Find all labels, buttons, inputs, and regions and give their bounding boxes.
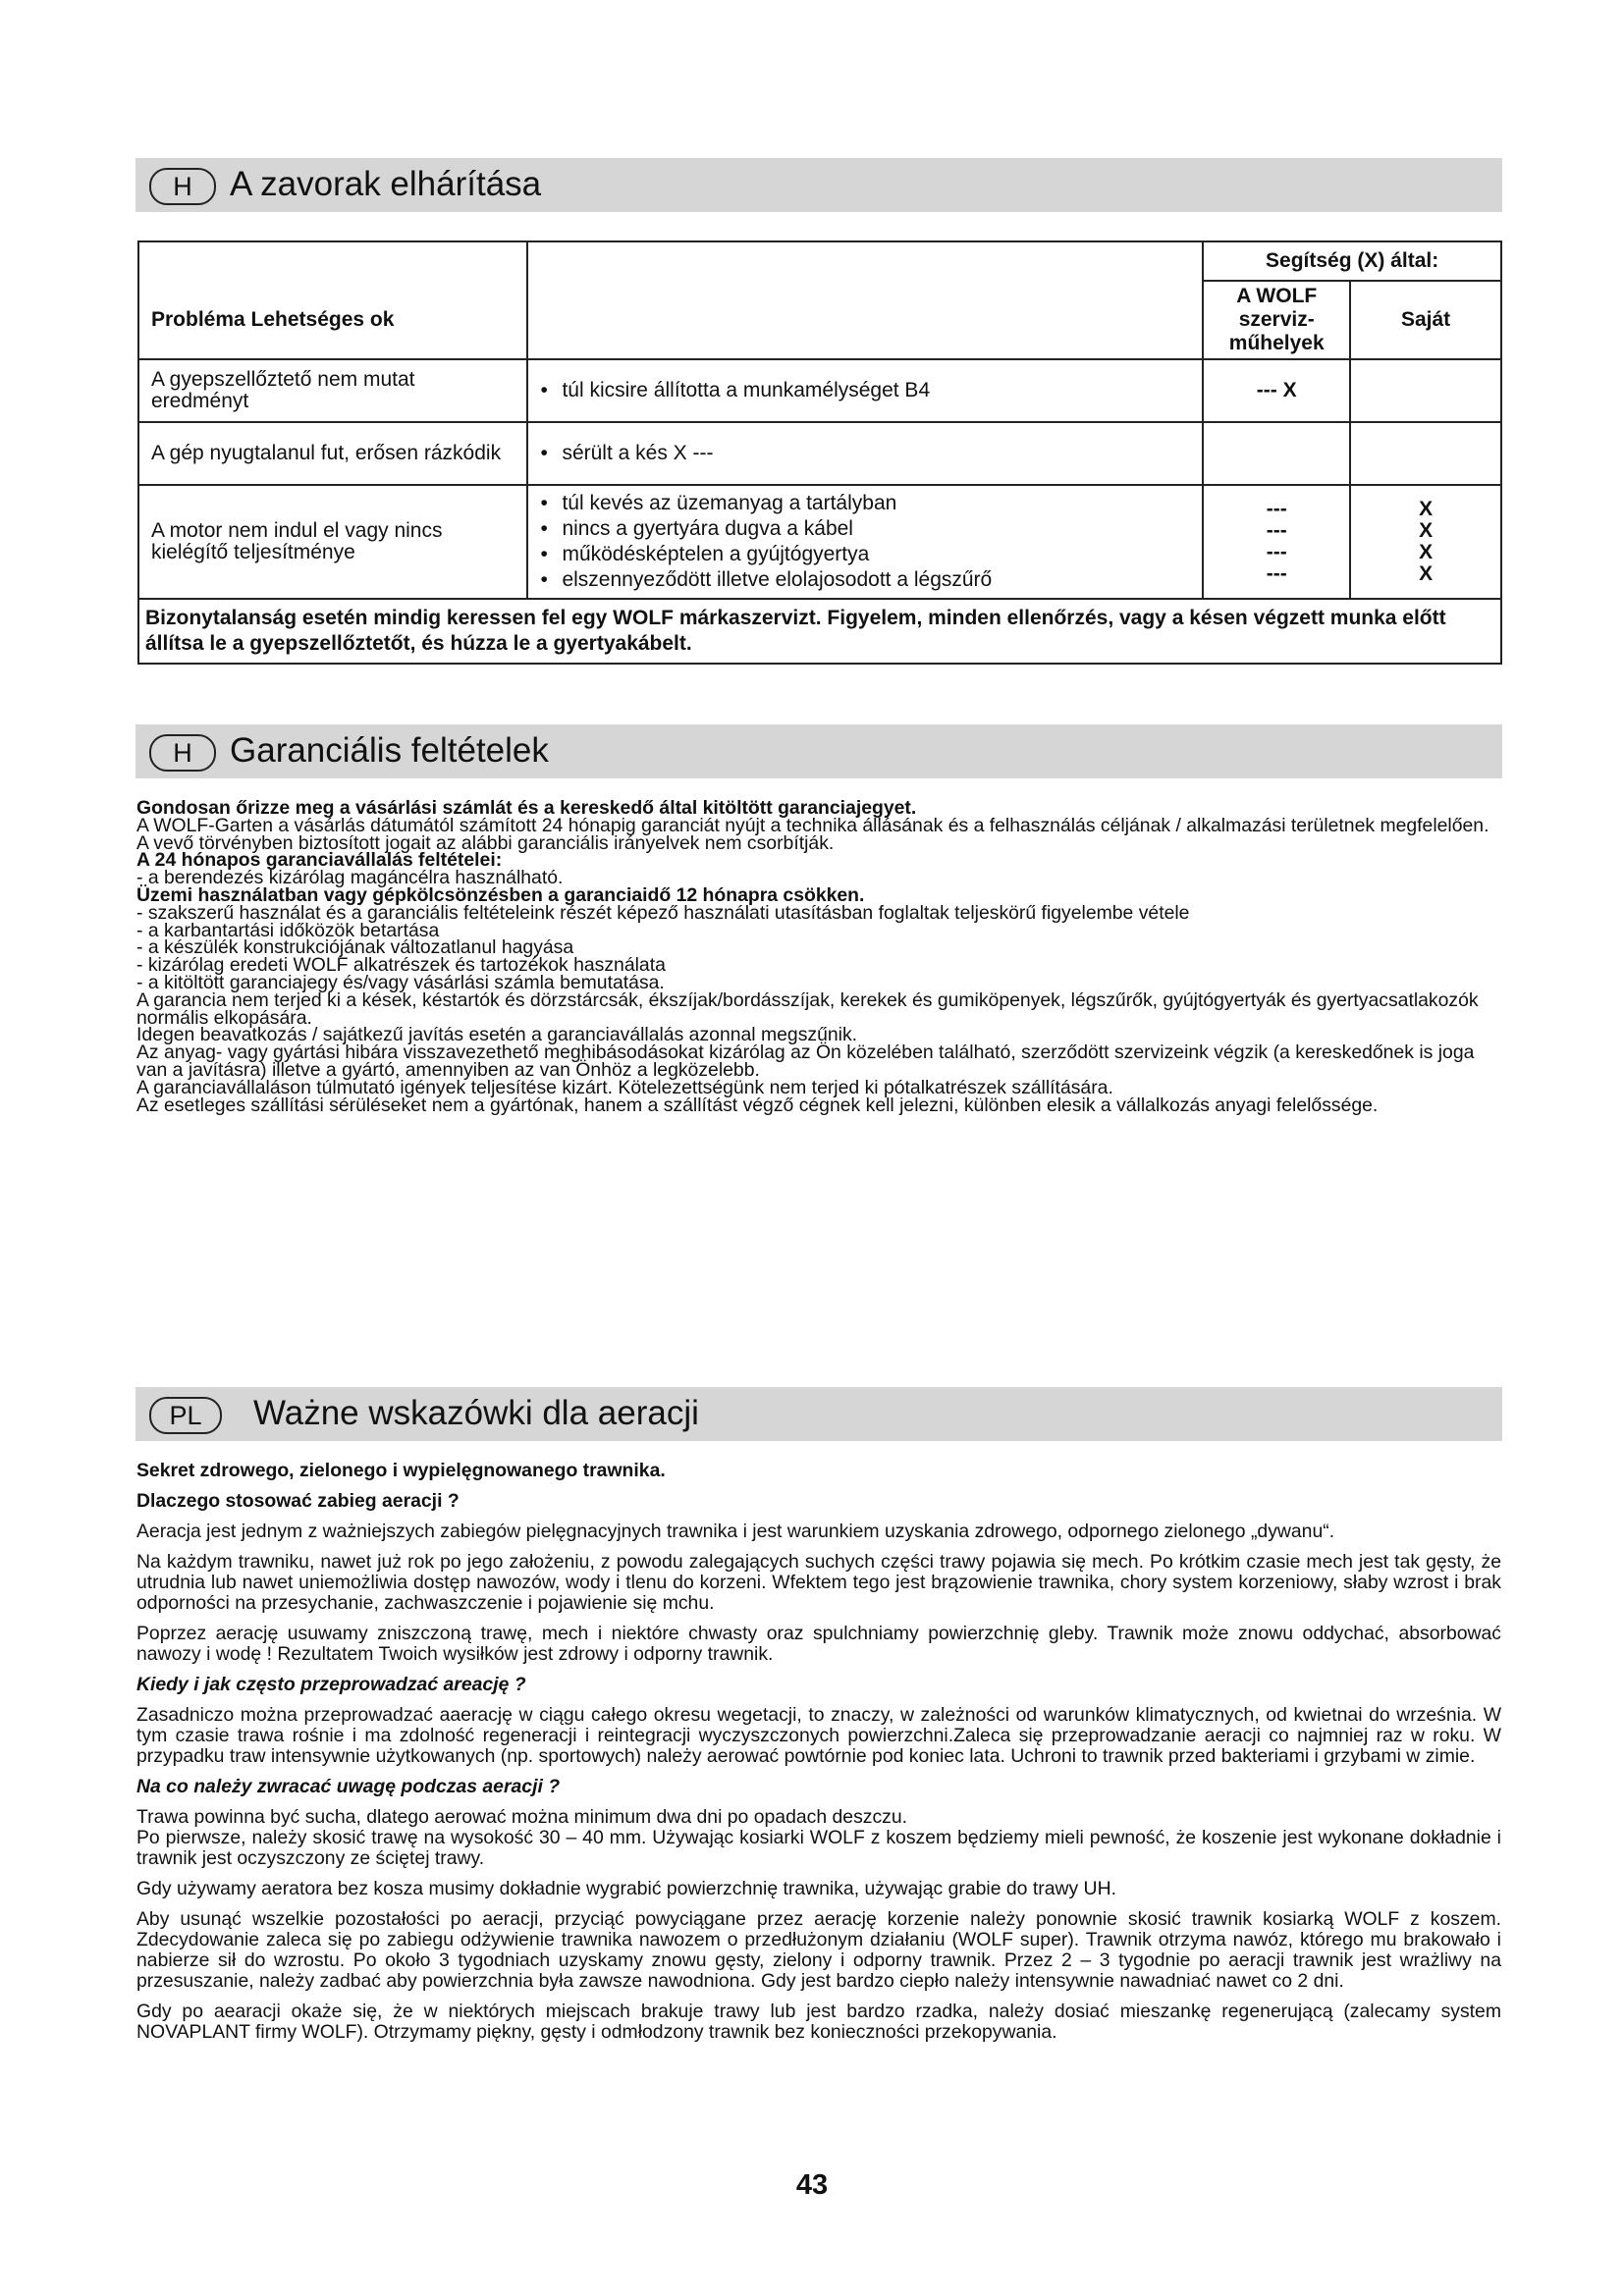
aeration-paragraph: Trawa powinna być sucha, dlatego aerować można minimum dwa dni po opadach deszczu. Po pierwsze, należy skosić trawę na wysokość 30 – 40 mm. Używając kosiarki WOLF z koszem będziemy mieli pewność, że koszenie jest wykonane dokładnie i trawnik jest oczyszczony ze ściętej trawy. <box>136 1806 1501 1869</box>
service-cell: --- X <box>1203 359 1350 422</box>
aeration-paragraph: Poprzez aerację usuwamy zniszczoną trawę, mech i niektóre chwasty oraz spulchniamy powierzchnię gleby. Trawnik może znowu oddychać, absorbować nawozy i wodę ! Rezultatem Twoich wysiłków jest zdrowy i odporny trawnik. <box>136 1623 1501 1665</box>
col-problem-header: Probléma Lehetséges ok <box>138 281 527 359</box>
problem-cell: A motor nem indul el vagy nincs kielégítő teljesítménye <box>138 485 527 599</box>
service-cell <box>1203 422 1350 485</box>
aeration-paragraph: Zasadniczo można przeprowadzać aaerację w ciągu całego okresu wegetacji, to znaczy, w zależności od warunków klimatycznych, od kwietnai do września. W tym czasie trawa rośnie i ma zdolność regeneracji i reintegracji wyczyszczonych powierzchni.Zaleca się przeprowadzanie aeracji co najmniej raz w roku. W przypadku traw intensywnie użytkowanych (np. sportowych) należy aerować powtórnie pod koniec lata. Uchroni to trawnik przed bakteriami i grzybami w zimie. <box>136 1704 1501 1767</box>
aeration-paragraph: Gdy używamy aeratora bez kosza musimy dokładnie wygrabić powierzchnię trawnika, używając grabie do trawy UH. <box>136 1878 1116 1899</box>
warranty-line: Idegen beavatkozás / sajátkezű javítás esetén a garanciavállalás azonnal megszűnik. <box>136 1024 858 1046</box>
safety-note: Bizonytalanság esetén mindig keressen fel egy WOLF márkaszervizt. Figyelem, minden ellenőrzés, vagy a késen végzett munka előtt állítsa le a gyepszellőztetőt, és húzza le a gyertyakábelt. <box>138 599 1501 664</box>
service-cell: --- --- --- --- <box>1203 485 1350 599</box>
warranty-line: A garanciavállaláson túlmutató igények teljesítése kizárt. Kötelezettségünk nem terjed ki pótalkatrészek szállítására. <box>136 1076 1113 1098</box>
problem-cell: A gép nyugtalanul fut, erősen rázkódik <box>138 422 527 485</box>
section-title: Ważne wskazówki dla aeracji <box>253 1394 699 1432</box>
warranty-line: - a készülék konstrukciójának változatlanul hagyása <box>136 936 574 959</box>
warranty-line: A WOLF-Garten a vásárlás dátumától számított 24 hónapig garanciát nyújt a technika állásának és a felhasználás céljának / alkalmazási területnek megfelelően. A vevő törvényben biztosított jogait az alábbi garanciális irányelvek nem csorbítják. <box>136 814 1489 854</box>
section-title: Garanciális feltételek <box>230 731 549 770</box>
section-header-warranty <box>135 724 1502 778</box>
aeration-text <box>136 1461 1501 2053</box>
warranty-line: Az esetleges szállítási sérüléseket nem a gyártónak, hanem a szállítást végző cégnek kell jelezni, különben elesik a vállalkozás anyagi felelőssége. <box>136 1094 1379 1116</box>
aeration-paragraph: Aeracja jest jednym z ważniejszych zabiegów pielęgnacyjnych trawnika i jest warunkiem uzyskania zdrowego, odpornego zielonego „dywanu“. <box>136 1521 1335 1542</box>
page-number: 43 <box>795 2169 829 2201</box>
own-cell <box>1350 422 1501 485</box>
warranty-line: - a berendezés kizárólag magáncélra használható. <box>136 867 564 889</box>
section-header-aeration <box>135 1387 1502 1441</box>
col-own-header: Saját <box>1350 281 1501 359</box>
aeration-paragraph: Kiedy i jak często przeprowadzać areację ? <box>136 1674 526 1695</box>
cause-item: • túl kicsire állította a munkamélységet B4 <box>540 378 1190 403</box>
section-title: A zavorak elhárítása <box>230 165 542 203</box>
language-badge: PL <box>149 1397 222 1434</box>
table-row <box>138 485 1501 599</box>
warranty-line: A garancia nem terjed ki a kések, késtartók és dörzstárcsák, ékszíjak/bordásszíjak, kerekek és gumiköpenyek, légszűrők, gyújtógyertyák és gyertyacsatlakozók normális elkopására. <box>136 988 1479 1029</box>
troubleshooting-table <box>137 240 1502 665</box>
section-header-troubleshooting <box>135 158 1502 212</box>
cause-item: • sérült a kés X --- <box>540 441 1190 466</box>
language-badge: H <box>149 734 216 772</box>
own-cell <box>1350 359 1501 422</box>
aeration-paragraph: Na każdym trawniku, nawet już rok po jego założeniu, z powodu zalegających suchych części trawy pojawia się mech. Po krótkim czasie mech jest tak gęsty, że utrudnia lub nawet uniemożliwia dostęp nawozów, wody i tlenu do korzeni. Wfektem tego jest brązowienie trawnika, chory system korzeniowy, słaby wzrost i brak odporności na przesychanie, zachwaszczenie i pojawienie się mchu. <box>136 1551 1501 1614</box>
warranty-line: - a karbantartási időközök betartása <box>136 919 440 941</box>
warranty-text <box>136 797 1501 1116</box>
aeration-paragraph: Aby usunąć wszelkie pozostałości po aeracji, przyciąć powyciągane przez aerację korzenie należy ponownie skosić trawnik kosiarką WOLF z koszem. Zdecydowanie zaleca się po zabiegu odżywienie trawnika nawozem o przedłużonym działaniu (WOLF super). Trawnik otrzyma nawóz, którego mu brakowało i nabierze sił do wzrostu. Po około 3 tygodniach uzyskamy znowu gęsty, zielony i odporny trawnik. Przez 2 – 3 tygodnie po aeracji trawnik jest wrażliwy na przesuszanie, należy zadbać aby powierzchnia była zawsze nawodniona. Gdy jest bardzo ciepło należy intensywnie nawadniać nawet co 2 dni. <box>136 1908 1501 1992</box>
warranty-line: - kizárólag eredeti WOLF alkatrészek és tartozékok használata <box>136 954 666 977</box>
col-service-header: A WOLF szerviz-műhelyek <box>1203 281 1350 359</box>
warranty-line: Üzemi használatban vagy gépkölcsönzésben a garanciaidő 12 hónapra csökken. <box>136 883 865 906</box>
cause-item: • elszennyeződött illetve elolajosodott a légszűrő <box>540 567 1190 593</box>
table-row <box>138 359 1501 422</box>
cause-item: • működésképtelen a gyújtógyertya <box>540 542 1190 567</box>
warranty-line: - szakszerű használat és a garanciális feltételeink részét képező használati utasításban foglaltak teljeskörű figyelembe vétele <box>136 901 1190 924</box>
cause-item: • túl kevés az üzemanyag a tartályban <box>540 491 1190 516</box>
table-row <box>138 422 1501 485</box>
problem-cell: A gyepszellőztető nem mutat eredményt <box>138 359 527 422</box>
aeration-paragraph: Dlaczego stosować zabieg aeracji ? <box>136 1490 460 1512</box>
help-header: Segítség (X) által: <box>1203 241 1501 281</box>
cause-item: • nincs a gyertyára dugva a kábel <box>540 516 1190 542</box>
warranty-line: A 24 hónapos garanciavállalás feltételei: <box>136 849 503 872</box>
warranty-line: Az anyag- vagy gyártási hibára visszavezethető meghibásodásokat kizárólag az Ön közelében található, szerződött szervizeink végzik (a kereskedőnek is joga van a javításra) illetve a gyártó, amennyiben az van Önhöz a legközelebb. <box>136 1041 1475 1081</box>
aeration-paragraph: Sekret zdrowego, zielonego i wypielęgnowanego trawnika. <box>136 1460 666 1481</box>
warranty-line: Gondosan őrizze meg a vásárlási számlát és a kereskedő által kitöltött garanciajegyet. <box>136 797 917 819</box>
aeration-paragraph: Gdy po aearacji okaże się, że w niektórych miejscach brakuje trawy lub jest bardzo rzadka, należy dosiać mieszankę regenerującą (zalecamy system NOVAPLANT firmy WOLF). Otrzymamy piękny, gęsty i odmłodzony trawnik bez konieczności przekopywania. <box>136 2001 1501 2043</box>
warranty-line: - a kitöltött garanciajegy és/vagy vásárlási számla bemutatása. <box>136 971 665 993</box>
own-cell: X X X X <box>1350 485 1501 599</box>
language-badge: H <box>149 168 216 205</box>
aeration-paragraph: Na co należy zwracać uwagę podczas aeracji ? <box>136 1776 561 1797</box>
